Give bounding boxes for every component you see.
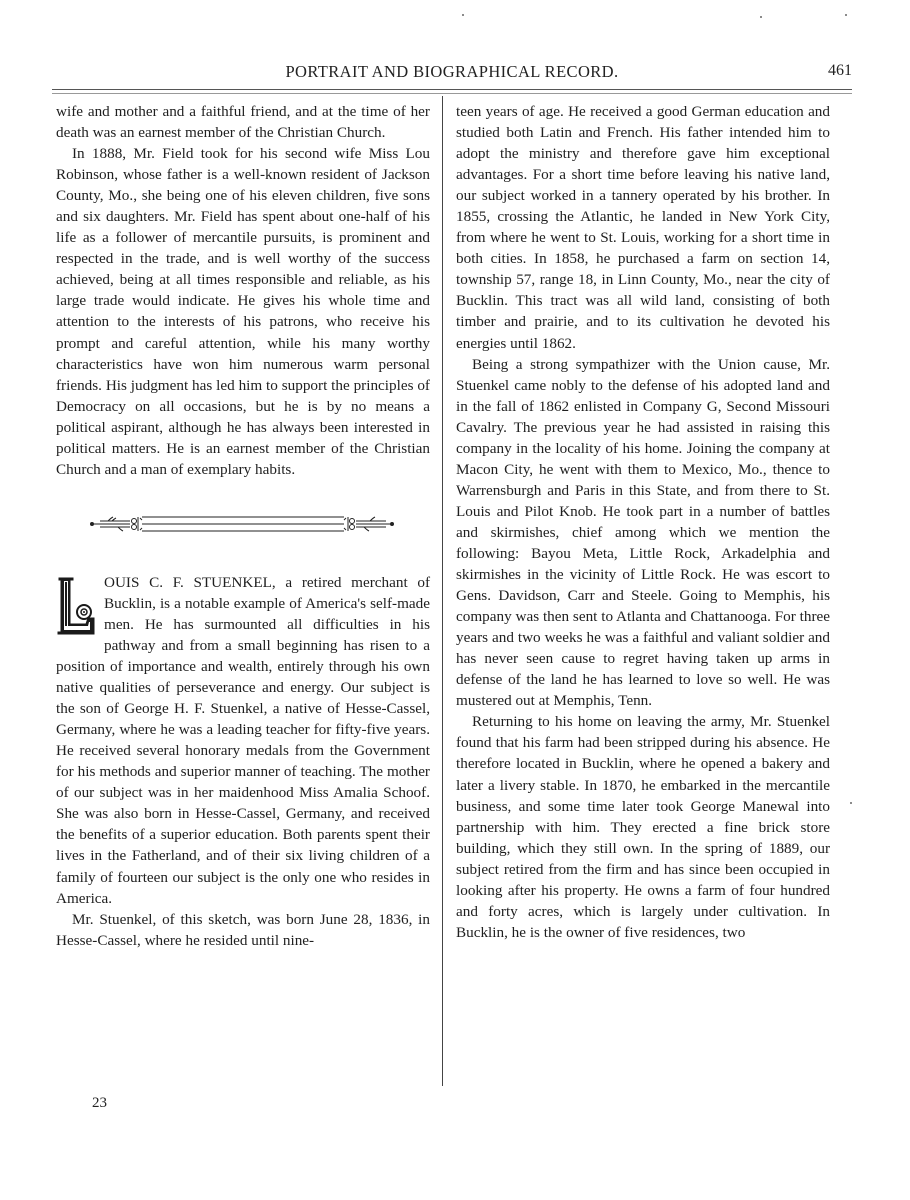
paragraph: wife and mother and a faithful friend, and at the time of her death was an earnest member of the Christian Church. (56, 103, 430, 142)
scan-speck (850, 802, 852, 804)
article-stuenkel (56, 572, 430, 909)
scan-speck (760, 16, 762, 18)
drop-cap-l-icon (56, 576, 96, 636)
paragraph: Returning to his home on leaving the army, Mr. Stuenkel found that his farm had been stripped during his absence. He therefore located in Bucklin, where he opened a bakery and later a livery stable. In 1870, he embarked in the mercantile business, and some time later took George Manewal into partnership with him. They erected a fine brick store building, which they still own. In the spring of 1889, our subject retired from the firm and has since been occupied in looking after his property. He owns a farm of four hundred and forty acres, which is largely under cultivation. In Bucklin, he is the owner of five residences, two (456, 713, 830, 941)
scan-speck (845, 14, 847, 16)
paragraph: In 1888, Mr. Field took for his second wife Miss Lou Robinson, whose father is a well-known resident of Jackson County, Mo., she being one of his eleven children, five sons and six daughters. Mr. Field has spent about one-half of his life as a follower of mercantile pursuits, is prominent and respected in the trade, and is well worthy of the success achieved, being at all times responsible and reliable, as his large trade would indicate. He gives his whole time and attention to the interests of his patrons, who receive his prompt and careful attention, while his many worthy characteristics have won him numerous warm personal friends. His judgment has led him to support the principles of Democracy on all occasions, but he is by no means a political aspirant, although he has always been interested in political matters. He is an earnest member of the Christian Church and a man of exemplary habits. (56, 145, 430, 478)
page-number: 461 (828, 62, 852, 79)
running-title: PORTRAIT AND BIOGRAPHICAL RECORD. (285, 62, 619, 81)
left-column (56, 101, 430, 951)
paragraph: Being a strong sympathizer with the Union cause, Mr. Stuenkel came nobly to the defense of his adopted land and in the fall of 1862 enlisted in Company G, Second Missouri Cavalry. The previous year he had assisted in raising this company in the locality of his home. Joining the company at Macon City, he went with them to Mexico, Mo., thence to Warrensburgh and Paris in this State, and from there to St. Louis and Pilot Knob. He took part in a number of battles and skirmishes, chief among which we mention the following: Bayou Meta, Little Rock, Arkadelphia and skirmishes in the vicinity of Little Rock. He was escort to Gens. Davidson, Carr and Steele. Going to Memphis, his company was then sent to Atlanta and Chattanooga. For three years and two weeks he was a faithful and valiant soldier and has never seen cause to regret having taken up arms in defense of the land he has learned to love so well. He was mustered out at Memphis, Tenn. (456, 355, 830, 710)
right-column (456, 101, 830, 943)
paragraph: Mr. Stuenkel, of this sketch, was born June 28, 1836, in Hesse-Cassel, where he resided until nine- (56, 910, 430, 949)
paragraph: teen years of age. He received a good German education and studied both Latin and French. His father intended him to adopt the ministry and therefore gave him exceptional advantages. For a short time before leaving his native land, our subject worked in a tannery operated by his brother. In 1855, crossing the Atlantic, he landed in New York City, from where he went to St. Louis, working for a short time in both cities. In 1858, he purchased a farm on section 14, township 57, range 18, in Linn County, Mo., near the city of Bucklin. This tract was all wild land, consisting of both timber and prairie, and to its cultivation he devoted his energies until 1862. (456, 103, 830, 352)
column-divider (442, 96, 443, 1086)
ornamental-divider-icon (56, 514, 430, 534)
header-rule (52, 89, 852, 94)
page-header (52, 62, 852, 84)
paragraph-opening: OUIS C. F. STUENKEL, a retired merchant of Bucklin, is a notable example of America's self-made men. He has surmounted all difficulties in his pathway and from a small beginning has risen to a position of importance and wealth, entirely through his own native qualities of perseverance and energy. Our subject is the son of George H. F. Stuenkel, a native of Hesse-Cassel, Germany, where he was a leading teacher for fifty-five years. He received several honorary medals from the Government for his methods and superior manner of teaching. The mother of our subject was in her maidenhood Miss Amalia Schoof. She was also born in Hesse-Cassel, Germany, and received the benefits of a superior education. Both parents spent their lives in the Fatherland, and of their six living children of a family of fourteen our subject is the only one who resides in America. (56, 573, 430, 907)
scan-speck (462, 14, 464, 16)
signature-mark: 23 (92, 1095, 107, 1111)
